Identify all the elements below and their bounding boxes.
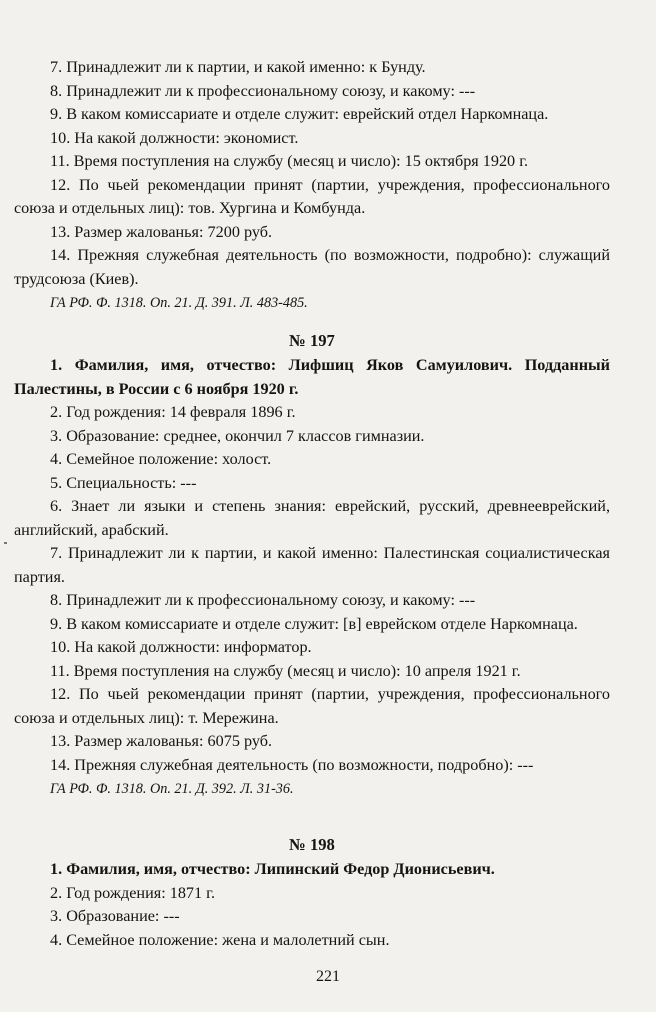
record-196-continuation [14,56,610,313]
field-line: 4. Семейное положение: жена и малолетний сын. [50,930,390,949]
field-line: 7. Принадлежит ли к партии, и какой именно: Палестинская социалистическая партия. [14,544,610,586]
record-heading: 1. Фамилия, имя, отчество: Лифшиц Яков Самуилович. Подданный Палестины, в России с 6 ноября 1920 г. [14,356,610,398]
field-line: 9. В каком комиссариате и отделе служит: [в] еврейском отделе Наркомнаца. [50,614,578,633]
section-spacer [14,799,610,817]
field-line: 13. Размер жалованья: 7200 руб. [50,222,273,241]
margin-mark [4,542,7,544]
field-line: 9. В каком комиссариате и отделе служит: еврейский отдел Наркомнаца. [50,105,549,123]
field-line: 6. Знает ли языки и степень знания: еврейский, русский, древнееврейский, английский, арабский. [14,497,610,539]
archive-source: ГА РФ. Ф. 1318. Оп. 21. Д. 391. Л. 483-485. [50,295,308,311]
field-line: 2. Год рождения: 1871 г. [50,883,216,902]
field-line: 3. Образование: среднее, окончил 7 классов гимназии. [50,426,425,445]
page-number: 221 [316,968,340,985]
field-line: 10. На какой должности: экономист. [50,128,299,147]
field-line: 14. Прежняя служебная деятельность (по возможности, подробно): --- [50,755,534,774]
field-line: 14. Прежняя служебная деятельность (по возможности, подробно): служащий трудсоюза (Киев). [14,246,610,288]
archive-source: ГА РФ. Ф. 1318. Оп. 21. Д. 392. Л. 31-36. [50,781,294,797]
record-number: № 198 [289,835,335,854]
field-line: 8. Принадлежит ли к профессиональному союзу, и какому: --- [50,591,476,609]
field-line: 10. На какой должности: информатор. [50,638,312,656]
record-197 [14,329,610,799]
field-line: 13. Размер жалованья: 6075 руб. [50,732,273,750]
field-line: 2. Год рождения: 14 февраля 1896 г. [50,403,296,421]
field-line: 12. По чьей рекомендации принят (партии, учреждения, профессионального союза и отдельных лиц): т. Мережина. [14,685,610,727]
field-line: 11. Время поступления на службу (месяц и число): 10 апреля 1921 г. [50,661,521,680]
field-line: 4. Семейное положение: холост. [50,450,272,468]
field-line: 12. По чьей рекомендации принят (партии, учреждения, профессионального союза и отдельных лиц): тов. Хургина и Комбунда. [14,175,610,217]
document-page [14,56,610,952]
record-heading: 1. Фамилия, имя, отчество: Липинский Федор Дионисьевич. [50,860,495,878]
field-line: 5. Специальность: --- [50,473,197,492]
field-line: 3. Образование: --- [50,907,180,925]
record-number: № 197 [289,331,335,350]
field-line: 11. Время поступления на службу (месяц и число): 15 октября 1920 г. [50,152,529,170]
field-line: 8. Принадлежит ли к профессиональному союзу, и какому: --- [50,81,476,100]
field-line: 7. Принадлежит ли к партии, и какой именно: к Бунду. [50,58,426,76]
record-198 [14,833,610,952]
